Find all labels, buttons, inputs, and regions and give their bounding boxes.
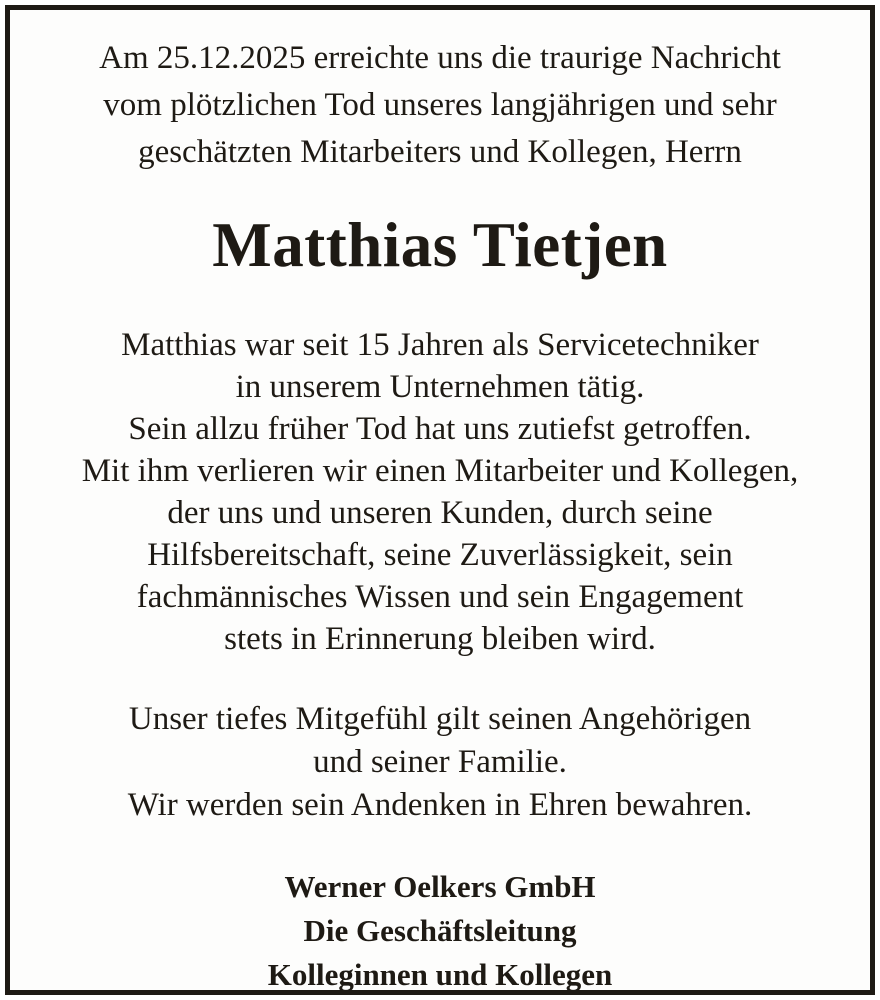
deceased-name: Matthias Tietjen (212, 210, 668, 280)
obituary-notice (10, 10, 870, 990)
company-name: Werner Oelkers GmbH (284, 869, 596, 904)
condolence-line: und seiner Familie. (313, 744, 567, 780)
tribute-paragraph (10, 324, 870, 660)
tribute-line: stets in Erinnerung bleiben wird. (224, 621, 656, 657)
tribute-line: Hilfsbereitschaft, seine Zuverlässigkeit, sein (147, 537, 733, 573)
tribute-line: der uns und unseren Kunden, durch seine (167, 495, 713, 531)
colleagues-line: Kolleginnen und Kollegen (267, 957, 613, 992)
signature-block (10, 865, 870, 997)
intro-line: vom plötzlichen Tod unseres langjährigen und sehr (103, 87, 777, 123)
condolence-paragraph (10, 698, 870, 827)
notice-frame (5, 5, 875, 995)
tribute-line: Mit ihm verlieren wir einen Mitarbeiter und Kollegen, (81, 453, 799, 489)
intro-line: geschätzten Mitarbeiters und Kollegen, Herrn (138, 134, 742, 170)
tribute-line: Matthias war seit 15 Jahren als Servicetechniker (121, 327, 759, 363)
tribute-line: fachmännisches Wissen und sein Engagement (136, 579, 744, 615)
condolence-line: Unser tiefes Mitgefühl gilt seinen Angehörigen (128, 701, 752, 737)
intro-line: Am 25.12.2025 erreichte uns die traurige Nachricht (99, 40, 781, 76)
management-line: Die Geschäftsleitung (303, 913, 577, 948)
condolence-line: Wir werden sein Andenken in Ehren bewahren. (127, 787, 753, 823)
tribute-line: in unserem Unternehmen tätig. (235, 369, 645, 405)
tribute-line: Sein allzu früher Tod hat uns zutiefst getroffen. (128, 411, 752, 447)
intro-paragraph (10, 35, 870, 176)
